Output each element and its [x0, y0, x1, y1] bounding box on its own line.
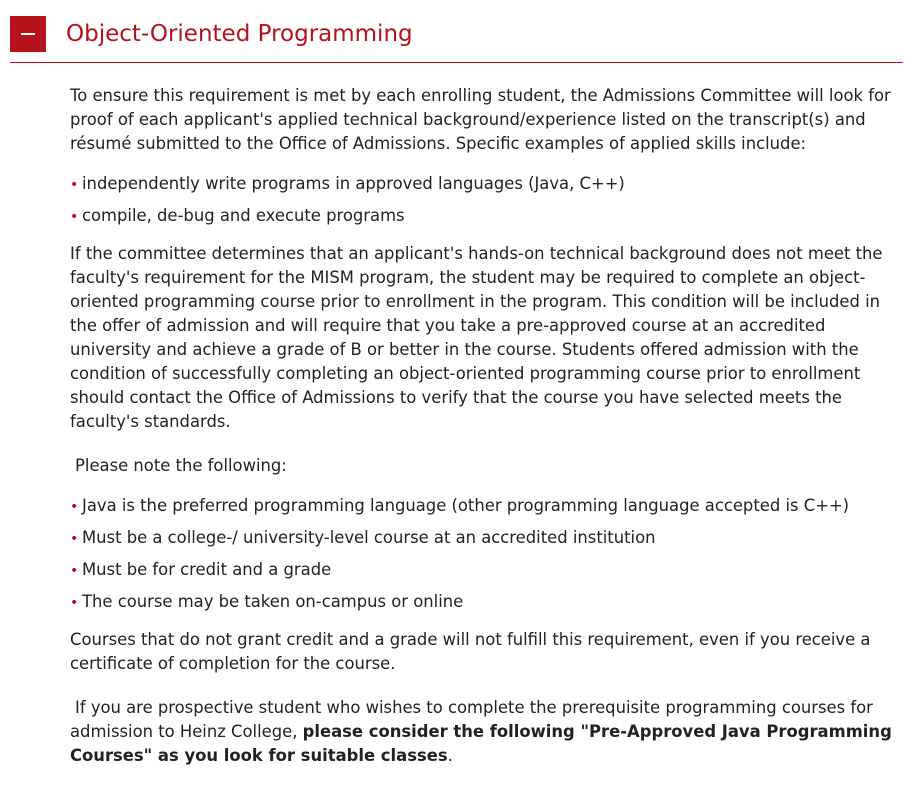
accordion-content [70, 84, 902, 768]
bullet-icon: • [70, 563, 79, 579]
bullet-icon: • [70, 531, 79, 547]
skills-list [70, 168, 902, 232]
collapse-button[interactable] [10, 16, 46, 52]
note-heading: Please note the following: [75, 456, 287, 475]
bullet-icon: • [70, 595, 79, 611]
list-item: • Must be a college-/ university-level course at an accredited institution [70, 522, 902, 554]
list-item: • compile, de-bug and execute programs [70, 200, 902, 232]
bullet-icon: • [70, 177, 79, 193]
section-title[interactable]: Object-Oriented Programming [66, 21, 413, 47]
final-paragraph: If you are prospective student who wishes to complete the prerequisite programming courses for admission to Heinz College, please consider the following "Pre-Approved Java Programming Courses" as you look for suitable classes. [70, 698, 892, 765]
list-item: • independently write programs in approved languages (Java, C++) [70, 168, 902, 200]
bullet-icon: • [70, 209, 79, 225]
accordion-header[interactable] [10, 16, 903, 63]
list-item: • The course may be taken on-campus or online [70, 586, 902, 618]
list-item: • Must be for credit and a grade [70, 554, 902, 586]
notes-list [70, 490, 902, 618]
credit-paragraph: Courses that do not grant credit and a grade will not fulfill this requirement, even if you receive a certificate of completion for the course. [70, 630, 871, 673]
list-item: • Java is the preferred programming language (other programming language accepted is C++) [70, 490, 902, 522]
bullet-icon: • [70, 499, 79, 515]
pre-approved-courses-text: please consider the following "Pre-Approved Java Programming Courses" as you look for suitable classes [70, 722, 892, 765]
intro-paragraph: To ensure this requirement is met by each enrolling student, the Admissions Committee will look for proof of each applicant's applied technical background/experience listed on the transcript(s) and résumé submitted to the Office of Admissions. Specific examples of applied skills include: [70, 86, 891, 153]
committee-paragraph: If the committee determines that an applicant's hands-on technical background does not meet the faculty's requirement for the MISM program, the student may be required to complete an object-oriented programming course prior to enrollment in the program. This condition will be included in the offer of admission and will require that you take a pre-approved course at an accredited university and achieve a grade of B or better in the course. Students offered admission with the condition of successfully completing an object-oriented programming course prior to enrollment should contact the Office of Admissions to verify that the course you have selected meets the faculty's standards. [70, 244, 883, 431]
minus-icon [21, 33, 35, 35]
